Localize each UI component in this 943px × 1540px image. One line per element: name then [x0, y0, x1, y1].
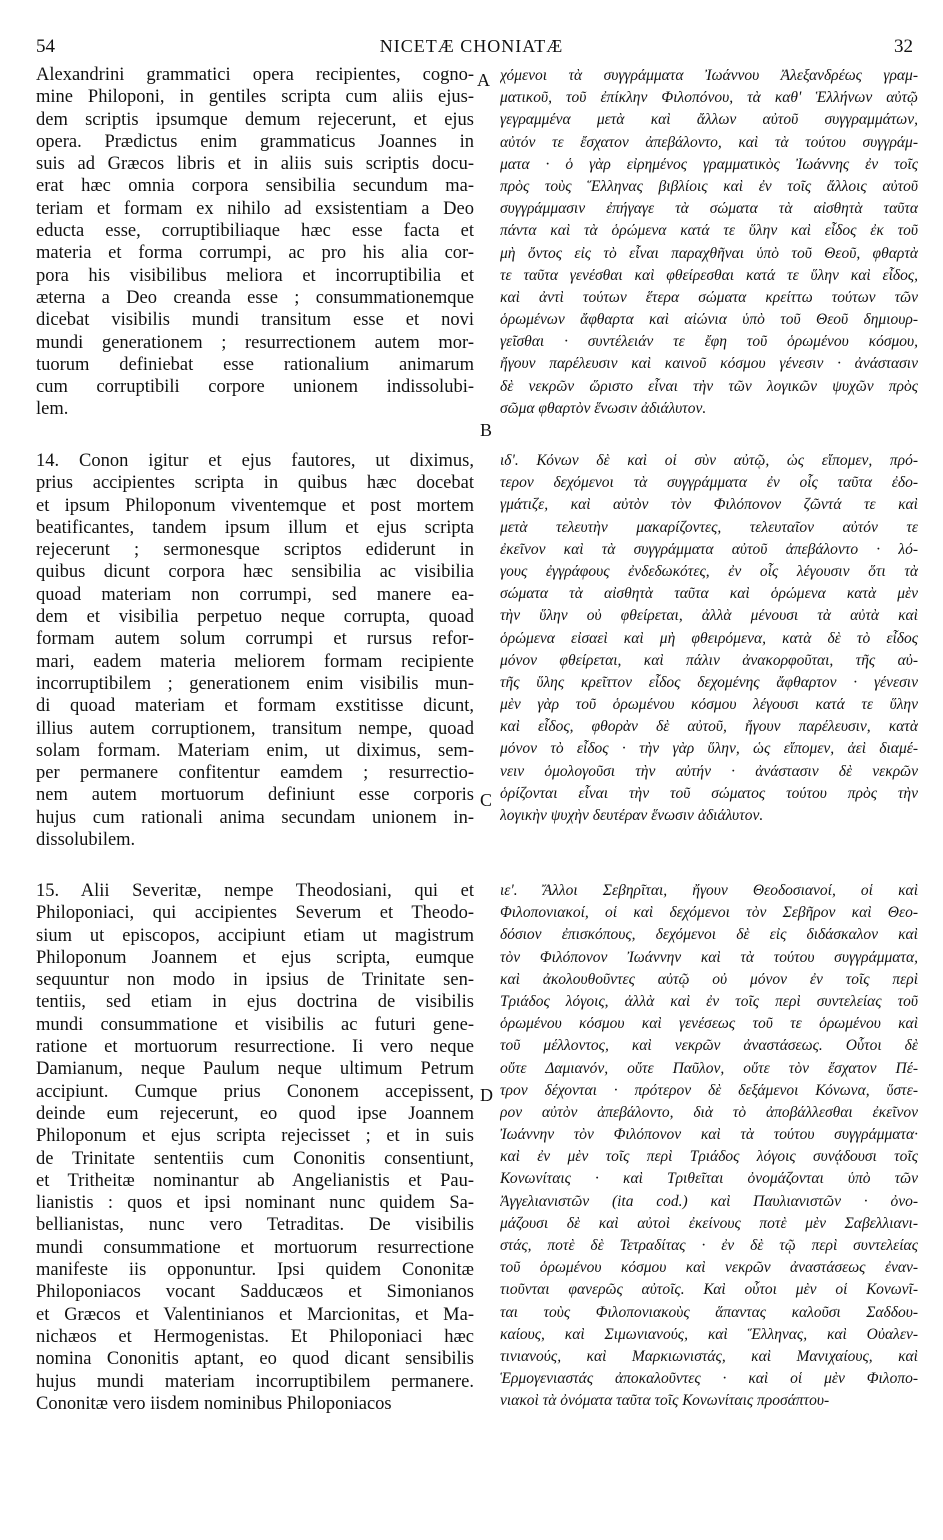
text-line: συγγράμμασιν ἐπήγαγε τὰ σώματα τὰ αἰσθητὰ ταῦτα: [500, 200, 918, 218]
text-line: αὐτόν τε ἔσχατον ἀπεβάλοντο, καὶ τὰ τούτου συγγράμ-: [500, 133, 918, 151]
text-line: Philoponum et ejus scripta rejecisset ; et in suis: [36, 1126, 474, 1147]
text-line: di quoad materiam et formam exstitisse dicunt,: [36, 696, 474, 717]
text-line: ται τοὺς Φιλοπονιακοὺς ἅπαντας καλοῦσι Σαδδου-: [500, 1303, 918, 1321]
text-line: τρον δέχονται · πρότερον δὲ δεξάμενοι Κόνωνα, ὕστε-: [500, 1081, 918, 1099]
text-line: prius accipientes scripta in quibus hæc docebat: [36, 473, 474, 494]
text-line: incorruptibilem ; generationem enim visibilis mun-: [36, 673, 474, 694]
text-line: suis ad Græcos libris et in aliis suis scriptis docu-: [36, 154, 474, 175]
text-line: νειν ὁμολογοῦσι τὴν αὐτήν · ἀνάστασιν δὲ νεκρῶν: [500, 762, 918, 780]
text-line: καὶ ἐν μὲν τοῖς περὶ Τριάδος λόγοις συνᾴδουσι τοῖς: [500, 1148, 918, 1166]
text-line: μὴ ὄντος εἰς τὸ εἶναι παραχθῆναι ὑπὸ τοῦ Θεοῦ, φθαρτὰ: [500, 244, 918, 262]
text-line: 14. Conon igitur et ejus fautores, ut diximus,: [36, 451, 474, 471]
running-header: [0, 30, 943, 60]
text-line: ιε'. Ἄλλοι Σεβηρῖται, ἤγουν Θεοδοσιανοί, οἱ καὶ: [500, 882, 918, 899]
text-line: Ἀγγελιανιστῶν (ita cod.) καὶ Παυλιανιστῶν · ὀνο-: [500, 1192, 918, 1210]
text-line: ἤγουν παρέλευσιν καὶ καινοῦ κόσμου γένεσιν · ἀνάστασιν: [500, 355, 918, 373]
text-line: beatificantes, tandem ipsum illum et ejus scripta: [36, 517, 474, 538]
text-line: σώματα τὰ αἰσθητὰ ταῦτα καὶ ὁρώμενα κατὰ μὲν: [500, 585, 918, 603]
text-line: νιακοὶ τὰ ὀνόματα ταῦτα τοῖς Κονωνίταις προσάπτου-: [500, 1392, 830, 1410]
margin-letter-b: B: [480, 420, 493, 440]
text-line: μόνον φθείρεται, καὶ πάλιν ἀνακορφοῦται, τῆς αὐ-: [500, 651, 918, 669]
text-line: nichæos et Hermogenistas. Et Philoponiaci hæc: [36, 1326, 474, 1347]
text-line: nomina Cononitis aptant, eo quod dicant sensibilis: [36, 1349, 474, 1370]
text-line: ὁρίζονται εἶναι τὴν τοῦ σώματος τούτου πρὸς τὴν: [500, 784, 918, 802]
text-line: mundi consummatione et mortuorum resurrectione: [36, 1237, 474, 1258]
margin-letter-c: C: [480, 790, 493, 810]
text-line: bellianistas, nunc vero Tetraditas. De visibilis: [36, 1215, 474, 1236]
text-line: æterna a Deo creanda esse ; consummationemque: [36, 287, 474, 308]
text-line: nem autem mortuorum definiunt esse corporis: [36, 785, 474, 806]
text-line: pora his visibilibus meliora et incorruptibilia et: [36, 265, 474, 286]
text-line: τιοῦνται φανερῶς αὐτοῖς. Καὶ οὗτοι μὲν οἱ Κονωνῖ-: [500, 1281, 918, 1299]
text-line: sium ut episcopos, accipiunt etiam ut magistrum: [36, 925, 474, 946]
text-line: καὶ ἀκολουθοῦντες αὐτῷ οὐ μόνον ἐν τοῖς περὶ: [500, 970, 918, 988]
text-line: ματα · ὁ γὰρ εἰρημένος γραμματικὸς Ἰωάννης ἐν τοῖς: [500, 155, 918, 173]
margin-letter-d: D: [480, 1085, 493, 1105]
text-line: Τριάδος λόγοις, ἀλλὰ καὶ ἐν τοῖς περὶ συντελείας τοῦ: [500, 992, 918, 1010]
text-line: πάντα καὶ τὰ ὁρώμενα κατά τε ὕλην καὶ εἶδος ἐκ τοῦ: [500, 222, 918, 240]
text-line: Φιλοπονιακοί, οἱ καὶ δεχόμενοι τὸν Σεβῆρον καὶ Θεο-: [500, 904, 918, 922]
text-line: ὁρώμενα εἰσαεὶ καὶ μὴ φθειρόμενα, κατὰ δὲ τὸ εἶδος: [500, 629, 918, 647]
text-line: hujus mundi materiam incorruptibilem permanere.: [36, 1371, 474, 1392]
text-line: quoad materiam non corrumpi, sed manere ea-: [36, 584, 474, 605]
greek-paragraph-15: [500, 880, 918, 1413]
text-line: dicebat visibilis mundi transitum esse et novi: [36, 310, 474, 331]
text-line: dem scriptis ipsumque demum rejecerunt, et ejus: [36, 109, 474, 130]
text-line: γεῖσθαι · συντέλειάν τε ἔφη τοῦ ὁρωμένου κόσμου,: [500, 333, 918, 351]
latin-paragraph-15: [36, 880, 474, 1415]
text-line: χόμενοι τὰ συγγράμματα Ἰωάννου Ἀλεξανδρέως γραμ-: [500, 67, 918, 84]
latin-paragraph-1: [36, 64, 474, 421]
text-line: τερον δεχόμενοι τὰ συγγράμματα ἐν οἷς ταῦτα ἐδο-: [500, 474, 918, 492]
text-line: de Trinitate sententiis cum Cononitis consentiunt,: [36, 1148, 474, 1169]
text-line: cum corruptibili corpore unionem indissolubi-: [36, 377, 474, 398]
text-line: rejecerunt ; sermonesque scriptos ediderunt in: [36, 540, 474, 561]
text-line: μάζουσι δὲ καὶ αὐτοὶ ἐκείνους ποτὲ μὲν Σαβελλιανι-: [500, 1214, 918, 1232]
text-line: καὶ εἶδος, φθορὰν δὲ αὐτοῦ, ἤγουν παρέλευσιν, κατὰ: [500, 718, 918, 736]
text-line: τὴν ὕλην οὐ φθείρεται, ἀλλὰ μένουσι τὰ αὐτὰ καὶ: [500, 607, 918, 625]
text-line: mari, eadem materia meliorem formam recipiente: [36, 651, 474, 672]
text-line: γμάτιζε, καὶ αὐτὸν τὸν Φιλόπονον ζῶντά τε καὶ: [500, 496, 918, 514]
text-line: γους ἐγγράφους ἐνδεδωκότες, ἐν οἷς λέγουσιν ὅτι τὰ: [500, 562, 918, 580]
text-line: formam autem solum corrumpi et rursus refor-: [36, 629, 474, 650]
text-line: τε ταῦτα γενέσθαι καὶ φθείρεσθαι κατά τε ὕλην καὶ εἶδος,: [500, 266, 918, 284]
text-line: Philoponum Joannem et ejus scripta, eumque: [36, 947, 474, 968]
text-line: ὁρωμένου κόσμου καὶ γενέσεως τοῦ τε ὁρωμένου καὶ: [500, 1015, 918, 1033]
text-line: manifeste iis opponuntur. Ipsi quidem Cononitæ: [36, 1260, 474, 1281]
text-line: mundi generationem ; resurrectionem autem mor-: [36, 332, 474, 353]
text-line: erat hæc omnia corpora sensibilia secundum ma-: [36, 176, 474, 197]
greek-paragraph-14: [500, 450, 918, 827]
text-line: per permanere confitentur eamdem ; resurrectio-: [36, 763, 474, 784]
text-line: materia et forma corrumpi, ac pro his alia cor-: [36, 243, 474, 264]
text-line: quibus dicunt corpora hæc sensibilia ac visibilia: [36, 562, 474, 583]
text-line: teriam et formam ex nihilo ad exsistentiam a Deo: [36, 198, 474, 219]
text-line: Philoponiacos vocant Sadducæos et Simonianos: [36, 1282, 474, 1303]
text-line: et Græcos et Valentinianos et Marcionitas, et Ma-: [36, 1304, 474, 1325]
text-line: Ἑρμογενιαστάς ἀποκαλοῦντες · καὶ οἱ μὲν Φιλοπο-: [500, 1370, 918, 1388]
text-line: στάς, ποτὲ δὲ Τετραδίτας · ἐν δὲ τῷ περὶ συντελείας: [500, 1237, 918, 1254]
text-line: Damianum, neque Paulum neque ultimum Petrum: [36, 1059, 474, 1080]
text-line: πρὸς τοὺς Ἕλληνας βιβλίοις καὶ ἐν τοῖς ἄλλοις αὐτοῦ: [500, 177, 918, 195]
text-line: γεγραμμένα μετὰ καὶ ἄλλων αὐτοῦ συγγραμμάτων,: [500, 111, 918, 129]
margin-letter-a: A: [477, 70, 490, 90]
text-line: μόνον τὸ εἶδος · τὴν γὰρ ὕλην, ὡς εἴπομεν, ἀεὶ διαμέ-: [500, 740, 918, 758]
text-line: καίους, καὶ Σιμωνιανούς, καὶ Ἕλληνας, καὶ Οὐαλεν-: [500, 1325, 918, 1343]
text-line: tentiis, sed etiam in ejus doctrina de visibilis: [36, 992, 474, 1013]
text-line: dem et visibilia perpetuo neque corrupta, quoad: [36, 607, 474, 628]
text-line: hujus cum rationali anima secundam unionem in-: [36, 807, 474, 828]
text-line: opera. Prædictus enim grammaticus Joannes in: [36, 131, 474, 152]
text-line: sequuntur non modo in ipsius de Trinitate sen-: [36, 970, 474, 991]
text-line: μὲν γὰρ τοῦ ὁρωμένου κόσμου λέγουσι κατά τε ὕλην: [500, 696, 918, 714]
text-line: dissolubilem.: [36, 830, 136, 851]
running-title: NICETÆ CHONIATÆ: [379, 36, 564, 56]
text-line: λογικὴν ψυχὴν δευτέραν ἕνωσιν ἀδιάλυτον.: [500, 807, 764, 824]
text-line: τοῦ ὁρωμένου κόσμου καὶ νεκρῶν ἀναστάσεως ἐναν-: [500, 1259, 918, 1277]
page-number-right: 32: [894, 36, 913, 57]
text-line: mundi consummatione et visibilis ac futuri gene-: [36, 1014, 474, 1035]
text-line: καὶ ἀντὶ τούτων ἕτερα σώματα κρείττω τούτων τῶν: [500, 288, 918, 306]
text-line: tuorum definiebat esse rationalium animarum: [36, 354, 474, 375]
text-line: μετὰ τελευτὴν μακαρίζοντες, τελευταῖον αὐτόν τε: [500, 518, 918, 536]
text-line: solam formam. Materiam enim, ut diximus, sem-: [36, 740, 474, 761]
text-line: ἐκεῖνον καὶ τὰ συγγράμματα αὐτοῦ ἀπεβάλοντο · λό-: [500, 540, 918, 558]
text-line: accipiunt. Cumque prius Cononem accepissent,: [36, 1081, 474, 1102]
text-line: δόσιον ἐπισκόπους, δεχόμενοι δὲ εἰς διδάσκαλον καὶ: [500, 926, 918, 944]
text-line: ὁρωμένων ἄφθαρτα καὶ αἰώνια ὑπὸ τοῦ Θεοῦ δημιουρ-: [500, 311, 918, 329]
text-line: τινιανούς, καὶ Μαρκιωνιστάς, καὶ Μανιχαίους, καὶ: [500, 1347, 918, 1365]
text-line: illius autem corruptionem, transitum nempe, quoad: [36, 718, 474, 739]
text-line: ratione et mortuorum resurrectione. Ii vero neque: [36, 1037, 474, 1058]
text-line: lianistis : quos et ipsi nominant nunc quidem Sa-: [36, 1193, 474, 1214]
text-line: et Tritheitæ nominantur ab Angelianistis et Pau-: [36, 1170, 474, 1191]
text-line: οὔτε Δαμιανόν, οὔτε Παῦλον, οὔτε τὸν ἔσχατον Πέ-: [500, 1059, 918, 1077]
text-line: mine Philoponi, in gentiles scripta cum aliis ejus-: [36, 87, 474, 108]
text-line: τοῦ μέλλοντος, καὶ νεκρῶν ἀναστάσεως. Οὗτοι δὲ: [500, 1037, 918, 1055]
greek-paragraph-1: [500, 65, 918, 420]
text-line: Alexandrini grammatici opera recipientes, cogno-: [36, 65, 474, 85]
text-line: Ἰωάννην τὸν Φιλόπονον καὶ τὰ τούτου συγγράμματα·: [500, 1126, 918, 1144]
text-line: ιδ'. Κόνων δὲ καὶ οἱ σὺν αὐτῷ, ὡς εἴπομεν, πρό-: [500, 452, 918, 469]
text-line: Cononitæ vero iisdem nominibus Philoponiacos: [36, 1393, 392, 1414]
text-line: δὲ νεκρῶν ὥριστο εἶναι τὴν τῶν λογικῶν ψυχῶν πρὸς: [500, 377, 918, 395]
latin-paragraph-14: [36, 450, 474, 851]
text-line: τῆς ὕλης κρεῖττον εἶδος δεχομένης ἄφθαρτον · γένεσιν: [500, 673, 918, 691]
text-line: σῶμα φθαρτὸν ἕνωσιν ἀδιάλυτον.: [500, 399, 707, 417]
text-line: Philoponiaci, qui accipientes Severum et Theodo-: [36, 903, 474, 924]
page-number-left: 54: [36, 36, 55, 57]
text-line: educta esse, corruptibiliaque hæc esse facta et: [36, 221, 474, 242]
text-line: et ipsum Philoponum viventemque et post mortem: [36, 495, 474, 516]
text-line: 15. Alii Severitæ, nempe Theodosiani, qui et: [36, 881, 474, 901]
text-line: deinde eum rejecerunt, eo quod ipse Joannem: [36, 1103, 474, 1124]
text-line: lem.: [36, 399, 69, 420]
text-line: τὸν Φιλόπονον Ἰωάννην καὶ τὰ τούτου συγγράμματα,: [500, 948, 918, 966]
text-line: Κονωνίταις · καὶ Τριθεῖται ὀνομάζονται ὑπὸ τῶν: [500, 1170, 918, 1188]
text-line: ματικοῦ, τοῦ ἐπίκλην Φιλοπόνου, τὰ καθ' Ἑλλήνων αὐτῷ: [500, 89, 918, 107]
text-line: ρον αὐτὸν ἀπεβάλοντο, διὰ τὸ ἀποβάλλεσθαι ἐκεῖνον: [500, 1103, 918, 1121]
